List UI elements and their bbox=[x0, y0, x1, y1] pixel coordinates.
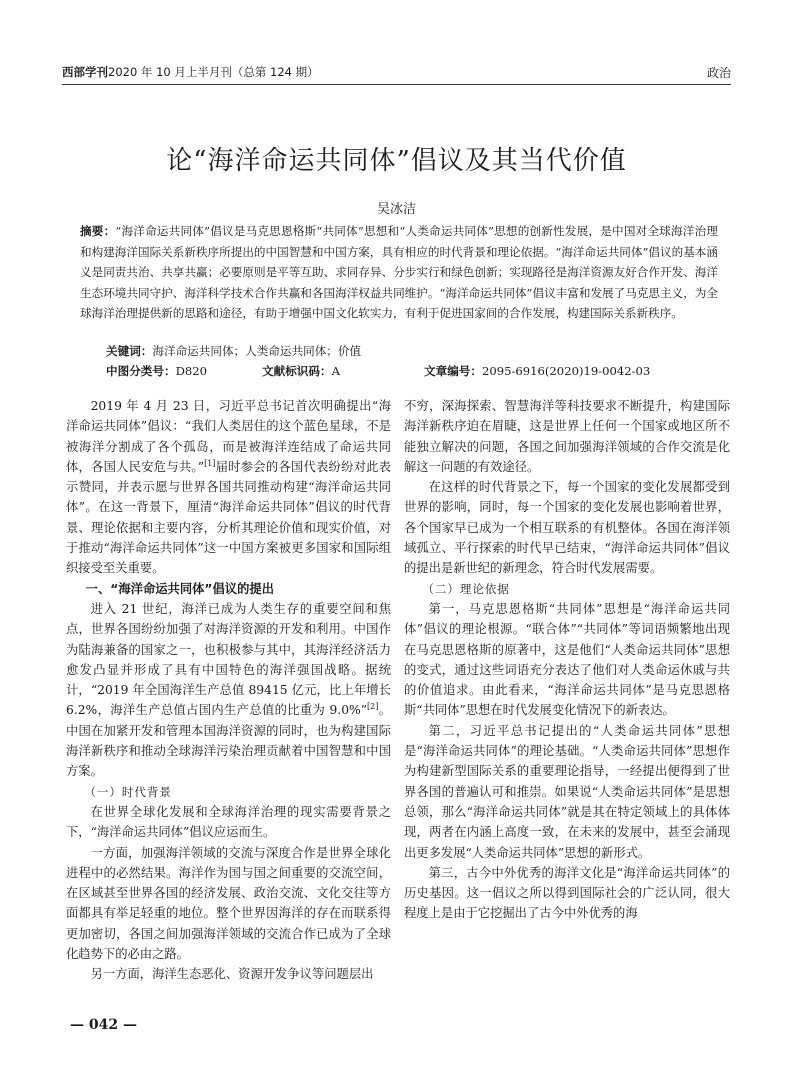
page-number: — 042 — bbox=[70, 1017, 137, 1033]
journal-name: 西部学刊2020 年 10 月上半月刊（总第 124 期） bbox=[62, 65, 319, 79]
article-author: 吴冰洁 bbox=[376, 202, 416, 217]
paragraph: 2019 年 4 月 23 日，习近平总书记首次明确提出“海洋命运共同体”倡议：“我们人类居住的这个蓝色星球，不是被海洋分割成了各个孤岛，而是被海洋连结成了命运共同体，各国人民安危与共。”[1]届时参会的各国代表纷纷对此表示赞同，并表示愿与世界各国共同推动构建“海洋命运共同体”。在这一背景下，厘清“海洋命运共同体”倡议的时代背景、理论依据和主要内容，分析其理论价值和现实价值，对于推动“海洋命运共同体”这一中国方案被更多国家和国际组织接受至关重要。 bbox=[66, 399, 391, 576]
journal-issue: 2020 年 10 月上半月刊（总第 124 期） bbox=[108, 65, 319, 79]
article-title: 论“海洋命运共同体”倡议及其当代价值 bbox=[166, 146, 627, 176]
paragraph: 不穷，深海探索、智慧海洋等科技要求不断提升，构建国际海洋新秩序迫在眉睫，这是世界上任何一个国家或地区所不能独立解决的问题，各国之间加强海洋领域的合作交流是化解这一问题的有效途径。 bbox=[404, 399, 730, 474]
paragraph: 在这样的时代背景之下，每一个国家的变化发展都受到世界的影响，同时，每一个国家的变化发展也影响着世界，各个国家早已成为一个相互联系的有机整体。各国在海洋领域孤立、平行探索的时代早已结束，“海洋命运共同体”倡议的提出是新世纪的新理念，符合时代发展需要。 bbox=[404, 480, 730, 576]
section-heading: 一、“海洋命运共同体”倡议的提出 bbox=[85, 581, 274, 596]
footnote-ref: [1] bbox=[204, 458, 216, 468]
paragraph: 进入 21 世纪，海洋已成为人类生存的重要空间和焦点，世界各国纷纷加强了对海洋资源的开发和利用。中国作为陆海兼备的国家之一，也积极参与其中，其海洋经济活力愈发凸显并形成了具有中国特色的海洋强国战略。据统计，“2019 年全国海洋生产总值 89415 亿元，比上年增长 6.2%，海洋生产总值占国内生产总值的比重为 9.0%”[2]。中国在加紧开发和管理本国海洋资源的同时，也为构建国际海洋新秩序和推动全球海洋污染治理贡献着中国智慧和中国方案。 bbox=[66, 601, 391, 779]
body-column-left bbox=[66, 396, 391, 985]
abstract-label: 摘要： bbox=[80, 224, 116, 238]
subsection-heading: （二）理论依据 bbox=[422, 581, 510, 596]
paragraph: 第一，马克思恩格斯“共同体”思想是“海洋命运共同体”倡议的理论根源。“联合体”“共同体”等词语频繁地出现在马克思恩格斯的原著中，这是他们“人类命运共同体”思想的变式，通过这些词语充分表达了他们对人类命运休戚与共的价值追求。由此看来，“海洋命运共同体”是马克思恩格斯“共同体”思想在时代发展变化情况下的新表达。 bbox=[404, 601, 730, 718]
paragraph: 另一方面，海洋生态恶化、资源开发争议等问题层出 bbox=[90, 967, 374, 982]
section-label: 政治 bbox=[706, 66, 731, 80]
keywords-text: 海洋命运共同体；人类命运共同体；价值 bbox=[152, 344, 362, 358]
footnote-ref: [2] bbox=[367, 702, 379, 712]
paragraph: 第三，古今中外优秀的海洋文化是“海洋命运共同体”的历史基因。这一倡议之所以得到国际社会的广泛认同，很大程度上是由于它挖掘出了古今中外优秀的海 bbox=[404, 865, 730, 921]
keywords-label: 关键词： bbox=[106, 344, 153, 358]
keywords bbox=[106, 343, 361, 359]
clc-number: 中图分类号：D820 bbox=[106, 364, 208, 378]
subsection-heading: （一）时代背景 bbox=[84, 784, 172, 799]
abstract-text: “海洋命运共同体”倡议是马克思恩格斯“共同体”思想和“人类命运共同体”思想的创新性发展，是中国对全球海洋治理和构建海洋国际关系新秩序所提出的中国智慧和中国方案，具有相应的时代背景和理论依据。“海洋命运共同体”倡议的基本涵义是同责共治、共享共赢；必要原则是平等互助、求同存异、分步实行和绿色创新；实现路径是海洋资源友好合作开发、海洋生态环境共同守护、海洋科学技术合作共赢和各国海洋权益共同维护。“海洋命运共同体”倡议丰富和发展了马克思主义，为全球海洋治理提供新的思路和途径，有助于增强中国文化软实力，有利于促进国家间的合作发展，构建国际关系新秩序。 bbox=[80, 224, 718, 320]
paragraph: 第二，习近平总书记提出的“人类命运共同体”思想是“海洋命运共同体”的理论基础。“人类命运共同体”思想作为构建新型国际关系的重要理论指导，一经提出便得到了世界各国的普遍认可和推崇。如果说“人类命运共同体”是思想总领，那么“海洋命运共同体”就是其在特定领域上的具体体现，两者在内涵上高度一致，在未来的发展中，甚至会涌现出更多发展“人类命运共同体”思想的新形式。 bbox=[404, 723, 730, 860]
article-number: 文章编号：2095-6916(2020)19-0042-03 bbox=[424, 364, 651, 378]
document-code: 文献标识码：A bbox=[262, 364, 340, 378]
paragraph: 在世界全球化发展和全球海洋治理的现实需要背景之下，“海洋命运共同体”倡议应运而生。 bbox=[66, 804, 391, 840]
running-header bbox=[62, 62, 731, 85]
paragraph: 一方面，加强海洋领域的交流与深度合作是世界全球化进程中的必然结果。海洋作为国与国之间重要的交流空间，在区域甚至世界各国的经济发展、政治交流、文化交往等方面都具有举足轻重的地位。整个世界因海洋的存在而联系得更加密切，各国之间加强海洋领域的交流合作已成为了全球化趋势下的必由之路。 bbox=[66, 845, 391, 962]
abstract bbox=[80, 221, 718, 324]
body-column-right bbox=[404, 396, 730, 924]
